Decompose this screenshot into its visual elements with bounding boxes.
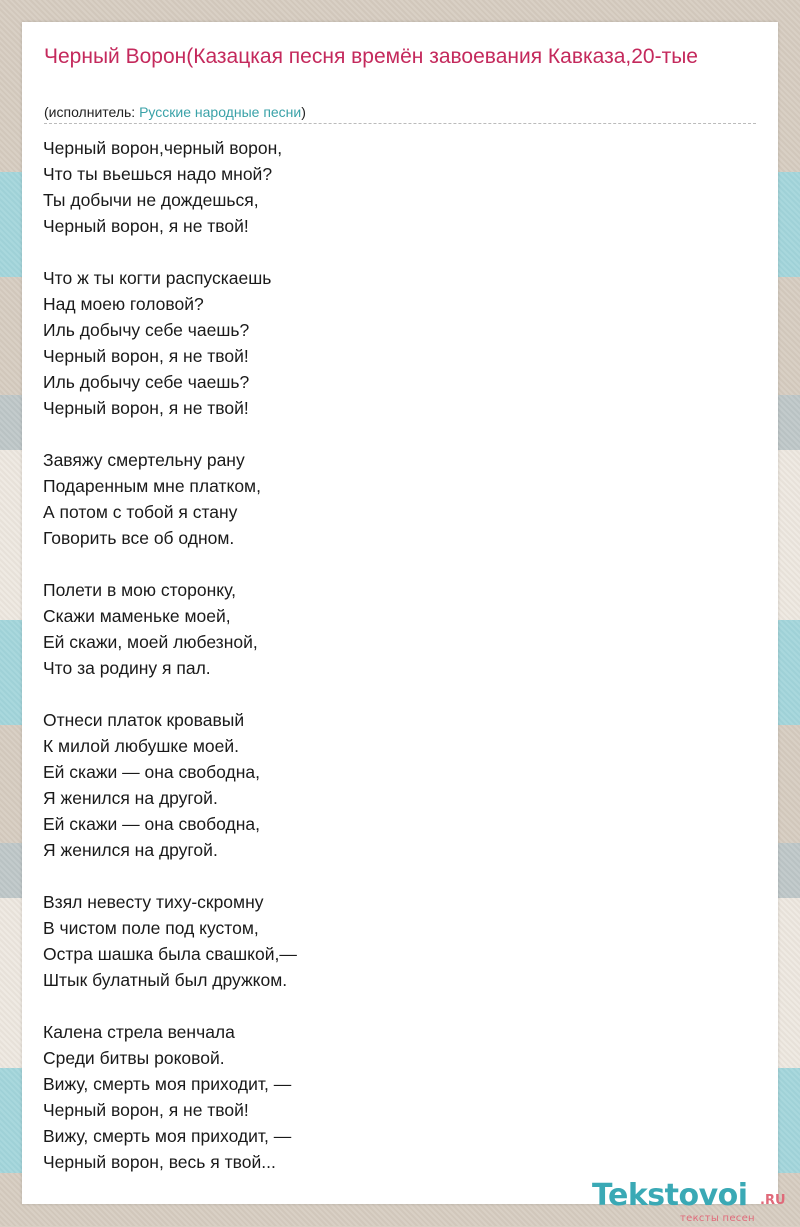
lyrics-stanza <box>43 889 743 993</box>
lyrics-line: Иль добычу себе чаешь? <box>43 372 250 392</box>
lyrics-line: Остра шашка была свашкой,— <box>43 944 297 964</box>
lyrics-line: Я женился на другой. <box>43 788 218 808</box>
lyrics-line: А потом с тобой я стану <box>43 502 238 522</box>
lyrics-line: В чистом поле под кустом, <box>43 918 259 938</box>
lyrics-line: Что ж ты когти распускаешь <box>43 268 272 288</box>
lyrics-line: Взял невесту тиху-скромну <box>43 892 264 912</box>
performer-prefix: (исполнитель: <box>44 104 140 120</box>
lyrics-line: Калена стрела венчала <box>43 1022 235 1042</box>
lyrics-line: Черный ворон, я не твой! <box>43 1100 249 1120</box>
lyrics-line: Вижу, смерть моя приходит, — <box>43 1126 292 1146</box>
performer-link[interactable]: Русские народные песни <box>139 104 302 120</box>
lyrics-line: Подаренным мне платком, <box>43 476 261 496</box>
lyrics-line: Иль добычу себе чаешь? <box>43 320 250 340</box>
lyrics-stanza <box>43 1019 743 1175</box>
lyrics-line: Говорить все об одном. <box>43 528 235 548</box>
lyrics-line: Штык булатный был дружком. <box>43 970 288 990</box>
lyrics-line: Полети в мою сторонку, <box>43 580 236 600</box>
performer-line <box>44 103 306 121</box>
logo-tld: .RU <box>760 1193 786 1208</box>
lyrics-line: Черный ворон, я не твой! <box>43 398 249 418</box>
lyrics-line: Что ты вьешься надо мной? <box>43 164 273 184</box>
title-divider <box>44 123 756 124</box>
lyrics-line: Ты добычи не дождешься, <box>43 190 259 210</box>
lyrics-stanza <box>43 265 743 421</box>
lyrics-card <box>22 22 786 1224</box>
lyrics-line: Я женился на другой. <box>43 840 218 860</box>
lyrics-line: Черный ворон,черный ворон, <box>43 138 283 158</box>
lyrics-line: Черный ворон, я не твой! <box>43 216 249 236</box>
performer-suffix: ) <box>301 104 306 120</box>
lyrics-line: Ей скажи — она свободна, <box>43 814 260 834</box>
lyrics-line: Над моею головой? <box>43 294 204 314</box>
lyrics-line: Ей скажи, моей любезной, <box>43 632 258 652</box>
logo-tagline: тексты песен <box>680 1213 755 1224</box>
lyrics-stanza <box>43 135 743 239</box>
lyrics-line: Завяжу смертельну рану <box>43 450 245 470</box>
logo-name: Tekstovoi <box>592 1178 748 1213</box>
lyrics-line: Черный ворон, я не твой! <box>43 346 249 366</box>
song-title: Черный Ворон(Казацкая песня времён завоевания Кавказа,20-тые <box>44 45 698 68</box>
lyrics-line: К милой любушке моей. <box>43 736 239 756</box>
site-logo[interactable] <box>592 1179 797 1227</box>
lyrics-stanza <box>43 447 743 551</box>
lyrics-line: Среди битвы роковой. <box>43 1048 225 1068</box>
lyrics-line: Вижу, смерть моя приходит, — <box>43 1074 292 1094</box>
lyrics-line: Что за родину я пал. <box>43 658 211 678</box>
lyrics-line: Скажи маменьке моей, <box>43 606 231 626</box>
lyrics-line: Черный ворон, весь я твой... <box>43 1152 276 1172</box>
lyrics-line: Ей скажи — она свободна, <box>43 762 260 782</box>
lyrics-stanza <box>43 707 743 863</box>
lyrics-line: Отнеси платок кровавый <box>43 710 245 730</box>
lyrics-stanza <box>43 577 743 681</box>
lyrics-text <box>43 135 743 1201</box>
